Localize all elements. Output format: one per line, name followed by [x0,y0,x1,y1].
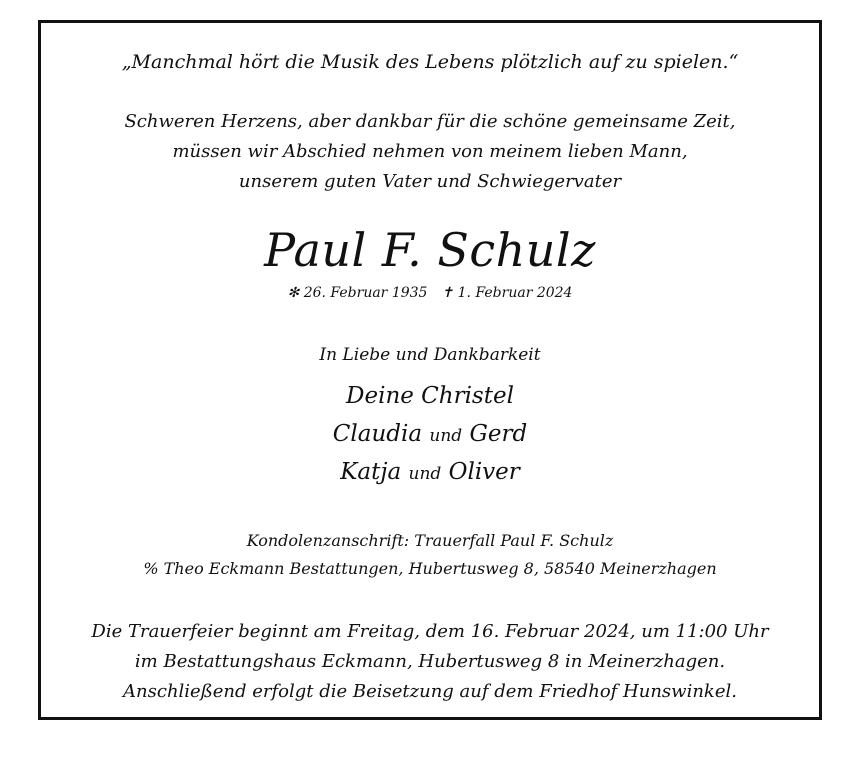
family-name: Deine Christel [346,383,514,409]
intro-line-1: Schweren Herzens, aber dankbar für die schöne gemeinsame Zeit, [124,111,736,132]
family-name: Katja [340,459,402,485]
death-date: ✝ 1. Februar 2024 [441,285,573,301]
intro-line-3: unserem guten Vater und Schwiegervater [238,171,622,192]
family-name: Oliver [448,459,520,485]
conjunction: und [408,464,442,484]
address-line-2: % Theo Eckmann Bestattungen, Hubertusweg 8, 58540 Meinerzhagen [143,559,717,578]
service-line-2: im Bestattungshaus Eckmann, Hubertusweg 8 in Meinerzhagen. [134,651,726,672]
family-line-2 [41,421,819,447]
family-name: Claudia [332,421,423,447]
family-name: Gerd [469,421,528,447]
life-dates [41,285,819,301]
service-line-3: Anschließend erfolgt die Beisetzung auf dem Friedhof Hunswinkel. [123,681,737,702]
birth-date: ✻ 26. Februar 1935 [287,285,428,301]
conjunction: und [429,426,463,446]
deceased-name: Paul F. Schulz [264,223,596,277]
quote: „Manchmal hört die Musik des Lebens plötzlich auf zu spielen.“ [121,51,739,73]
service-line-1: Die Trauerfeier beginnt am Freitag, dem 16. Februar 2024, um 11:00 Uhr [91,621,769,642]
family-line-3 [41,459,819,485]
intro-line-2: müssen wir Abschied nehmen von meinem lieben Mann, [172,141,688,162]
obituary-frame [38,20,822,720]
love-line: In Liebe und Dankbarkeit [319,345,541,365]
family-line-1 [41,383,819,409]
address-line-1: Kondolenzanschrift: Trauerfall Paul F. Schulz [246,531,614,550]
